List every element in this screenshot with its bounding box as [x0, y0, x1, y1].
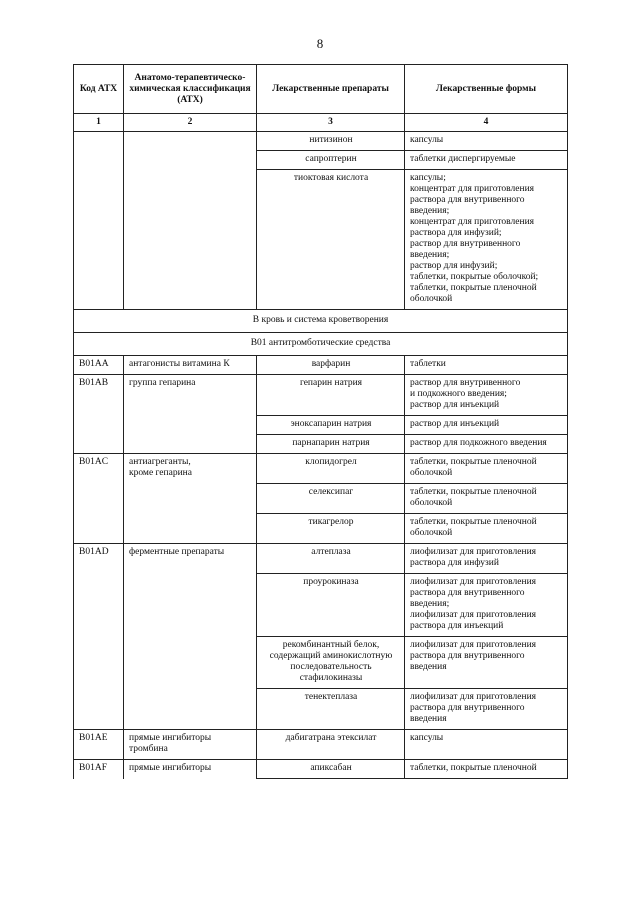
forms-cell	[405, 454, 568, 484]
class-cell: ферментные препараты	[124, 544, 257, 574]
header-classification: Анатомо-терапевтическо-химическая классификация (АТХ)	[124, 65, 257, 114]
class-cell	[124, 574, 257, 637]
form-line: раствор для инъекций	[410, 419, 500, 429]
form-line: лиофилизат для приготовления	[410, 640, 537, 650]
table-row	[74, 574, 568, 637]
code-cell	[74, 574, 124, 637]
column-number: 3	[257, 114, 405, 132]
drug-cell: тиоктовая кислота	[257, 170, 405, 310]
form-line: раствора для инфузий;	[410, 228, 502, 238]
header-row	[74, 65, 568, 114]
form-line: таблетки, покрытые пленочной	[410, 517, 537, 527]
forms-cell	[405, 356, 568, 375]
class-cell	[124, 132, 257, 151]
code-cell	[74, 132, 124, 151]
drug-cell: апиксабан	[257, 760, 405, 779]
class-cell: группа гепарина	[124, 375, 257, 416]
form-line: раствора для инъекций	[410, 621, 504, 631]
form-line: капсулы	[410, 135, 444, 145]
header-code: Код АТХ	[74, 65, 124, 114]
forms-cell	[405, 689, 568, 730]
form-line: раствора для внутривенного	[410, 651, 525, 661]
drug-line: последовательность	[290, 662, 372, 672]
form-line: лиофилизат для приготовления	[410, 547, 537, 557]
drug-line: алтеплаза	[311, 547, 351, 557]
class-cell	[124, 730, 257, 760]
form-line: и подкожного введения;	[410, 389, 507, 399]
forms-cell	[405, 760, 568, 779]
form-line: лиофилизат для приготовления	[410, 577, 537, 587]
drug-cell	[257, 544, 405, 574]
form-line: введения	[410, 714, 447, 724]
form-line: раствор для инфузий;	[410, 261, 498, 271]
drug-line: стафилокиназы	[299, 673, 363, 683]
drug-cell: варфарин	[257, 356, 405, 375]
drug-line: тенектеплаза	[304, 692, 358, 702]
column-number-row	[74, 114, 568, 132]
form-line: раствор для инъекций	[410, 400, 500, 410]
form-line: оболочкой	[410, 528, 453, 538]
column-number: 1	[74, 114, 124, 132]
forms-cell	[405, 170, 568, 310]
code-cell	[74, 689, 124, 730]
code-cell	[74, 151, 124, 170]
form-line: лиофилизат для приготовления	[410, 692, 537, 702]
form-line: раствор для подкожного введения	[410, 438, 547, 448]
form-line: введения;	[410, 206, 450, 216]
forms-cell	[405, 375, 568, 416]
form-line: таблетки	[410, 359, 446, 369]
class-cell	[124, 170, 257, 310]
code-cell: B01AF	[74, 760, 124, 779]
class-line: кроме гепарина	[129, 468, 192, 478]
code-cell	[74, 416, 124, 435]
drug-cell: клопидогрел	[257, 454, 405, 484]
table-row	[74, 760, 568, 779]
code-cell	[74, 170, 124, 310]
form-line: оболочкой	[410, 294, 453, 304]
form-line: концентрат для приготовления	[410, 184, 535, 194]
class-cell: прямые ингибиторы	[124, 760, 257, 779]
table-row	[74, 514, 568, 544]
forms-cell	[405, 484, 568, 514]
drug-cell: сапроптерин	[257, 151, 405, 170]
drug-cell	[257, 637, 405, 689]
drug-cell	[257, 689, 405, 730]
form-line: раствора для внутривенного	[410, 588, 525, 598]
section-row	[74, 310, 568, 333]
class-cell	[124, 435, 257, 454]
form-line: введения;	[410, 599, 450, 609]
form-line: введения	[410, 662, 447, 672]
form-line: таблетки, покрытые оболочкой;	[410, 272, 539, 282]
subsection-heading: B01 антитромботические средства	[74, 333, 568, 356]
column-number: 4	[405, 114, 568, 132]
drug-cell: тикагрелор	[257, 514, 405, 544]
table-row	[74, 356, 568, 375]
code-cell	[74, 484, 124, 514]
drug-cell: парнапарин натрия	[257, 435, 405, 454]
form-line: лиофилизат для приготовления	[410, 610, 537, 620]
class-cell: антагонисты витамина К	[124, 356, 257, 375]
code-cell	[74, 514, 124, 544]
table-row	[74, 689, 568, 730]
form-line: концентрат для приготовления	[410, 217, 535, 227]
form-line: оболочкой	[410, 468, 453, 478]
section-heading: В кровь и система кроветворения	[74, 310, 568, 333]
table-row	[74, 454, 568, 484]
form-line: таблетки, покрытые пленочной	[410, 763, 537, 773]
forms-cell	[405, 151, 568, 170]
form-line: раствора для инфузий	[410, 558, 499, 568]
drug-line: рекомбинантный белок,	[282, 640, 380, 650]
table-row	[74, 637, 568, 689]
code-cell	[74, 435, 124, 454]
header-drugs: Лекарственные препараты	[257, 65, 405, 114]
form-line: капсулы;	[410, 173, 446, 183]
code-cell: B01AE	[74, 730, 124, 760]
code-cell	[74, 637, 124, 689]
class-line: прямые ингибиторы	[129, 733, 212, 743]
table-row	[74, 170, 568, 310]
form-line: таблетки, покрытые пленочной	[410, 283, 537, 293]
form-line: раствора для внутривенного	[410, 703, 525, 713]
section-row	[74, 333, 568, 356]
drug-line: проурокиназа	[303, 577, 359, 587]
code-cell: B01AD	[74, 544, 124, 574]
form-line: раствор для внутривенного	[410, 239, 521, 249]
forms-cell	[405, 416, 568, 435]
drug-cell	[257, 574, 405, 637]
class-cell	[124, 514, 257, 544]
code-cell: B01AB	[74, 375, 124, 416]
column-number: 2	[124, 114, 257, 132]
drug-table	[73, 64, 568, 779]
forms-cell	[405, 544, 568, 574]
form-line: введения;	[410, 250, 450, 260]
table-row	[74, 484, 568, 514]
class-line: тромбина	[129, 744, 168, 754]
code-cell: B01AC	[74, 454, 124, 484]
class-cell	[124, 484, 257, 514]
drug-cell: гепарин натрия	[257, 375, 405, 416]
class-cell	[124, 416, 257, 435]
drug-cell: эноксапарин натрия	[257, 416, 405, 435]
table-row	[74, 151, 568, 170]
class-line: антиагреганты,	[129, 457, 191, 467]
table-row	[74, 132, 568, 151]
drug-line: содержащий аминокислотную	[269, 651, 393, 661]
drug-cell: дабигатрана этексилат	[257, 730, 405, 760]
table-row	[74, 730, 568, 760]
table-row	[74, 375, 568, 416]
form-line: таблетки, покрытые пленочной	[410, 457, 537, 467]
form-line: оболочкой	[410, 498, 453, 508]
code-cell: B01AA	[74, 356, 124, 375]
table-row	[74, 435, 568, 454]
table-row	[74, 544, 568, 574]
forms-cell	[405, 435, 568, 454]
form-line: таблетки диспергируемые	[410, 154, 516, 164]
class-cell	[124, 454, 257, 484]
header-forms: Лекарственные формы	[405, 65, 568, 114]
form-line: таблетки, покрытые пленочной	[410, 487, 537, 497]
form-line: капсулы	[410, 733, 444, 743]
page-number: 8	[316, 36, 324, 51]
table-row	[74, 416, 568, 435]
class-cell	[124, 151, 257, 170]
form-line: раствор для внутривенного	[410, 378, 521, 388]
forms-cell	[405, 514, 568, 544]
forms-cell	[405, 574, 568, 637]
form-line: раствора для внутривенного	[410, 195, 525, 205]
drug-cell: нитизинон	[257, 132, 405, 151]
forms-cell	[405, 730, 568, 760]
class-cell	[124, 689, 257, 730]
forms-cell	[405, 132, 568, 151]
drug-cell: селексипаг	[257, 484, 405, 514]
class-cell	[124, 637, 257, 689]
forms-cell	[405, 637, 568, 689]
